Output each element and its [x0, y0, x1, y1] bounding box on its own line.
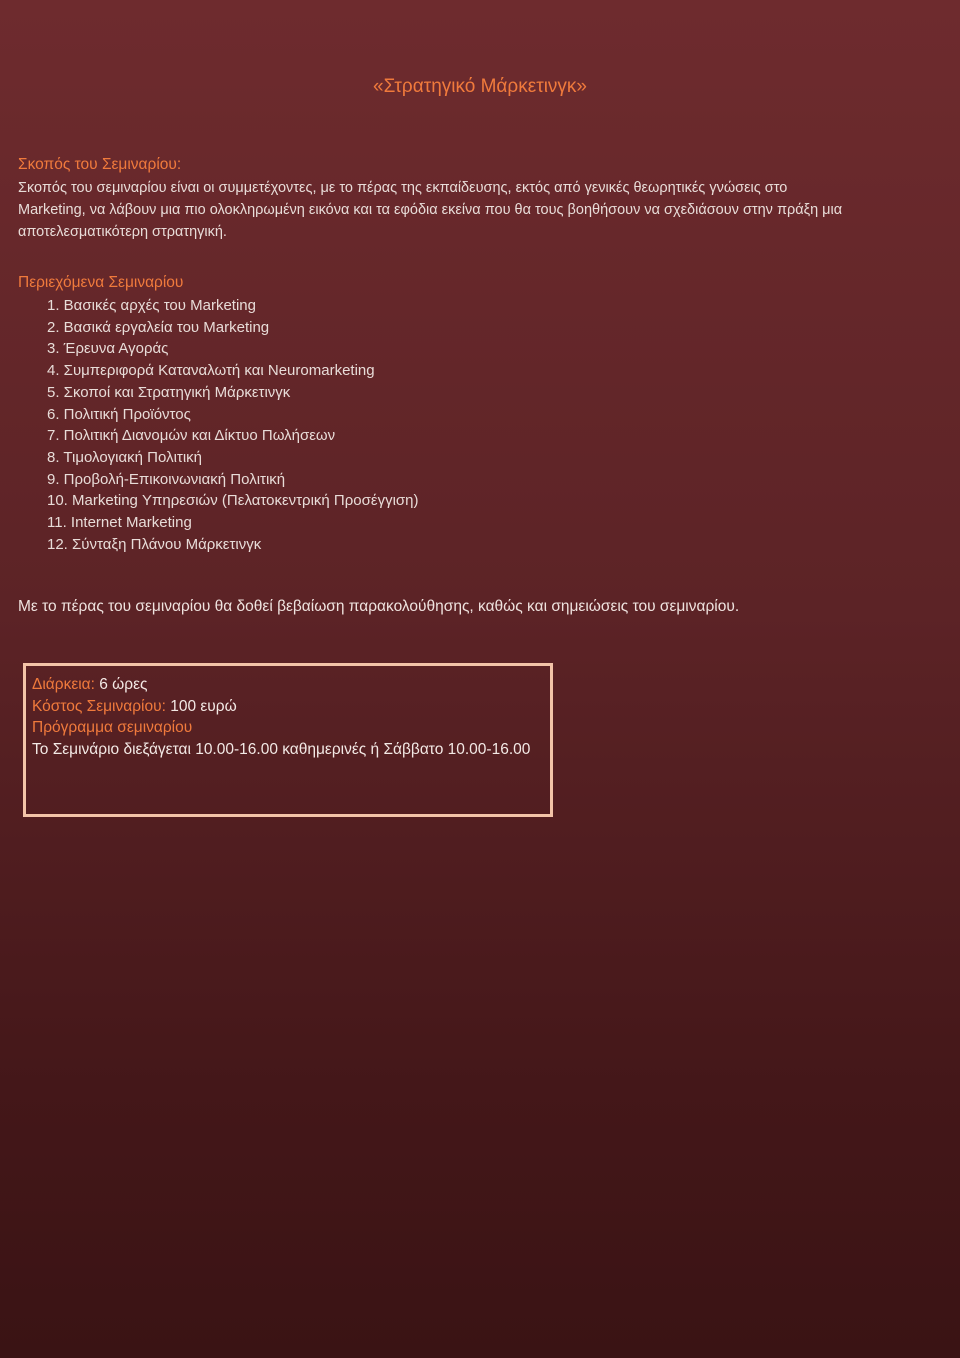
- purpose-heading: Σκοπός του Σεμιναρίου:: [18, 156, 182, 173]
- contents-list: [47, 295, 419, 555]
- list-item: 11. Internet Marketing: [47, 514, 192, 532]
- list-item: 1. Βασικές αρχές του Marketing: [47, 297, 256, 314]
- list-item: 7. Πολιτική Διανομών και Δίκτυο Πωλήσεων: [47, 427, 336, 445]
- purpose-text: Σκοπός του σεμιναρίου είναι οι συμμετέχοντες, με το πέρας της εκπαίδευσης, εκτός από γενικές θεωρητικές γνώσεις στο Marketing, να λάβουν μια πιο ολοκληρωμένη εικόνα και τα εφόδια εκείνα που θα τους βοηθήσουν να σχεδιάσουν στην πράξη μια αποτελεσματικότερη στρατηγική.: [18, 180, 843, 240]
- duration-value: 6 ώρες: [94, 676, 148, 693]
- list-item: 10. Marketing Υπηρεσιών (Πελατοκεντρική Προσέγγιση): [47, 492, 419, 510]
- seminar-info-box: [23, 663, 553, 817]
- cost-label: Κόστος Σεμιναρίου:: [32, 697, 166, 715]
- document-title: «Στρατηγικό Μάρκετινγκ»: [373, 76, 587, 97]
- cost-value: 100 ευρώ: [165, 697, 237, 715]
- list-item: 8. Τιμολογιακή Πολιτική: [47, 448, 202, 466]
- contents-heading: Περιεχόμενα Σεμιναρίου: [18, 274, 184, 291]
- seminar-info-content: [32, 674, 538, 761]
- duration-line: [32, 674, 538, 696]
- list-item: 2. Βασικά εργαλεία του Marketing: [47, 318, 270, 336]
- certificate-note: Με το πέρας του σεμιναρίου θα δοθεί βεβαίωση παρακολούθησης, καθώς και σημειώσεις του σεμιναρίου.: [18, 598, 740, 615]
- list-item: 9. Προβολή-Επικοινωνιακή Πολιτική: [47, 470, 286, 488]
- list-item: 5. Σκοποί και Στρατηγική Μάρκετινγκ: [47, 383, 291, 401]
- list-item: 12. Σύνταξη Πλάνου Μάρκετινγκ: [47, 535, 262, 553]
- cost-line: [32, 696, 538, 718]
- list-item: 4. Συμπεριφορά Καταναλωτή και Neuromarketing: [47, 362, 375, 380]
- list-item: 3. Έρευνα Αγοράς: [47, 340, 169, 358]
- list-item: 6. Πολιτική Προϊόντος: [47, 405, 191, 423]
- schedule-label: Πρόγραμμα σεμιναρίου: [32, 719, 193, 737]
- schedule-text: Το Σεμινάριο διεξάγεται 10.00-16.00 καθημερινές ή Σάββατο 10.00-16.00: [32, 741, 531, 759]
- duration-label: Διάρκεια:: [32, 676, 95, 693]
